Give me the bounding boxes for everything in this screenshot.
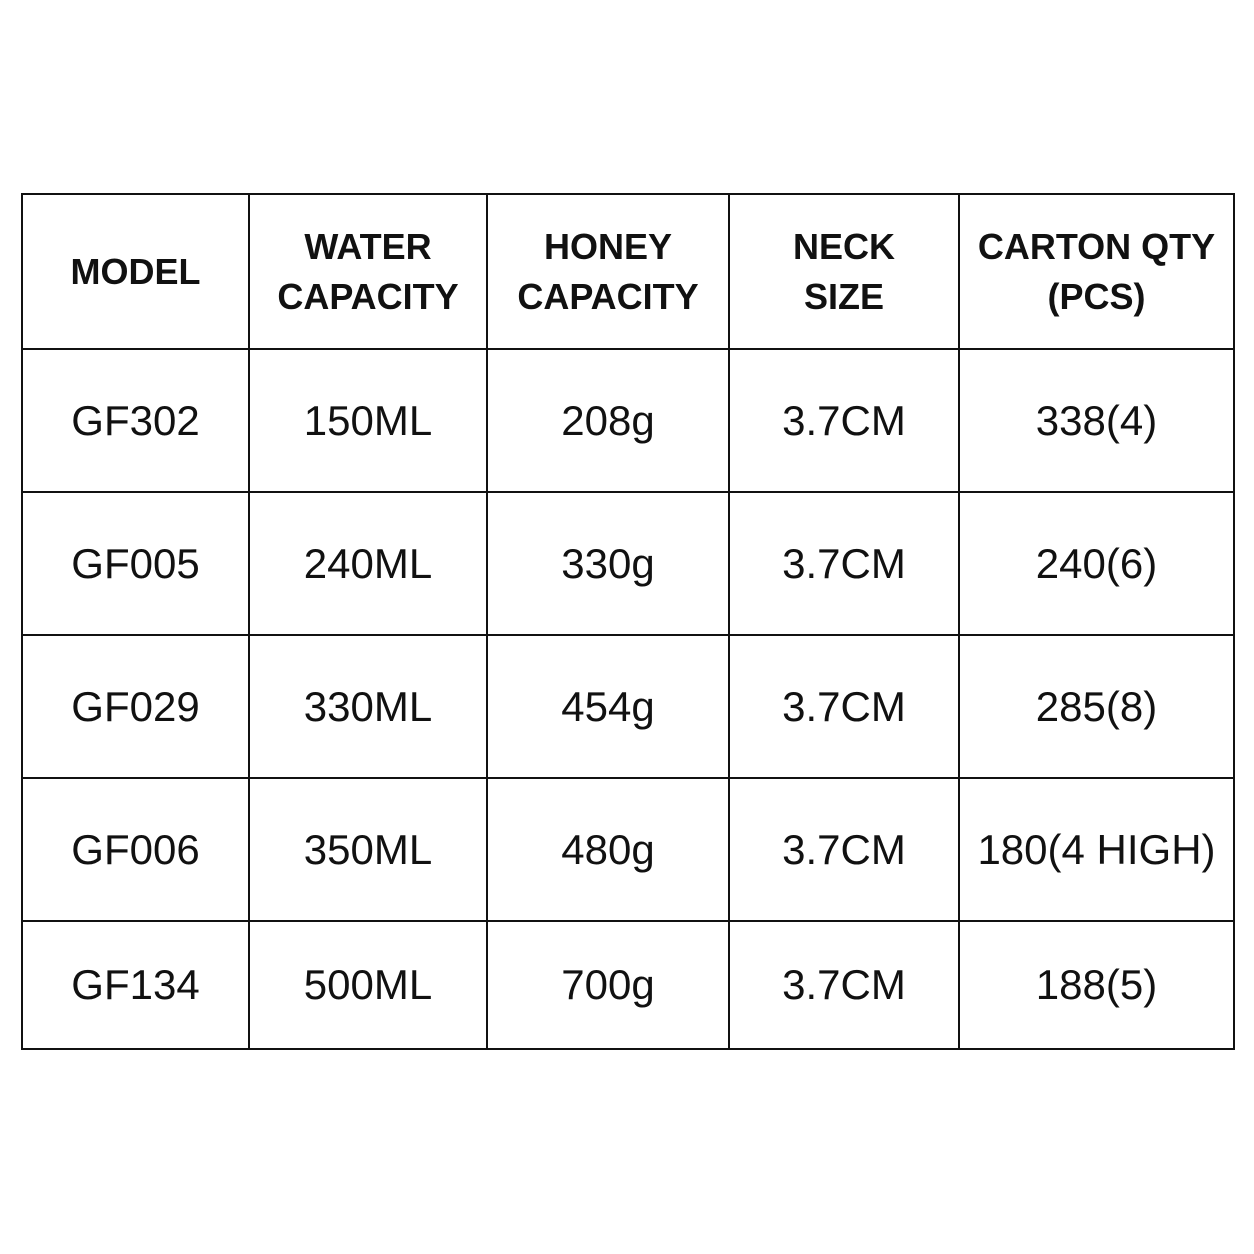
cell-carton-qty: 285(8)	[959, 635, 1234, 778]
cell-water-capacity: 500ML	[249, 921, 487, 1049]
header-line: CARTON QTY	[977, 225, 1216, 267]
cell-carton-qty: 338(4)	[959, 349, 1234, 492]
cell-model: GF134	[22, 921, 249, 1049]
header-honey-capacity	[487, 194, 729, 349]
cell-neck-size: 3.7CM	[729, 635, 959, 778]
header-water-capacity	[249, 194, 487, 349]
header-row	[22, 194, 1234, 349]
cell-model: GF029	[22, 635, 249, 778]
table-row	[22, 921, 1234, 1049]
table-row	[22, 778, 1234, 921]
table-row	[22, 492, 1234, 635]
header-line: NECK	[792, 225, 895, 267]
header-line: HONEY	[543, 225, 673, 267]
header-line: CAPACITY	[517, 275, 699, 317]
header-model	[22, 194, 249, 349]
header-line: (PCS)	[1047, 275, 1146, 317]
cell-neck-size: 3.7CM	[729, 349, 959, 492]
cell-model: GF005	[22, 492, 249, 635]
cell-neck-size: 3.7CM	[729, 921, 959, 1049]
cell-carton-qty: 240(6)	[959, 492, 1234, 635]
cell-model: GF006	[22, 778, 249, 921]
table-row	[22, 349, 1234, 492]
header-line: SIZE	[803, 275, 884, 317]
cell-water-capacity: 330ML	[249, 635, 487, 778]
header-line: CAPACITY	[277, 275, 459, 317]
cell-water-capacity: 150ML	[249, 349, 487, 492]
cell-carton-qty: 188(5)	[959, 921, 1234, 1049]
cell-neck-size: 3.7CM	[729, 778, 959, 921]
table-row	[22, 635, 1234, 778]
spec-table	[21, 193, 1235, 1050]
header-carton-qty	[959, 194, 1234, 349]
cell-honey-capacity: 208g	[487, 349, 729, 492]
header-line: WATER	[304, 225, 432, 267]
cell-honey-capacity: 480g	[487, 778, 729, 921]
cell-model: GF302	[22, 349, 249, 492]
cell-water-capacity: 350ML	[249, 778, 487, 921]
cell-neck-size: 3.7CM	[729, 492, 959, 635]
cell-honey-capacity: 700g	[487, 921, 729, 1049]
header-neck-size	[729, 194, 959, 349]
cell-water-capacity: 240ML	[249, 492, 487, 635]
header-line: MODEL	[70, 250, 201, 292]
cell-honey-capacity: 330g	[487, 492, 729, 635]
cell-honey-capacity: 454g	[487, 635, 729, 778]
cell-carton-qty: 180(4 HIGH)	[959, 778, 1234, 921]
